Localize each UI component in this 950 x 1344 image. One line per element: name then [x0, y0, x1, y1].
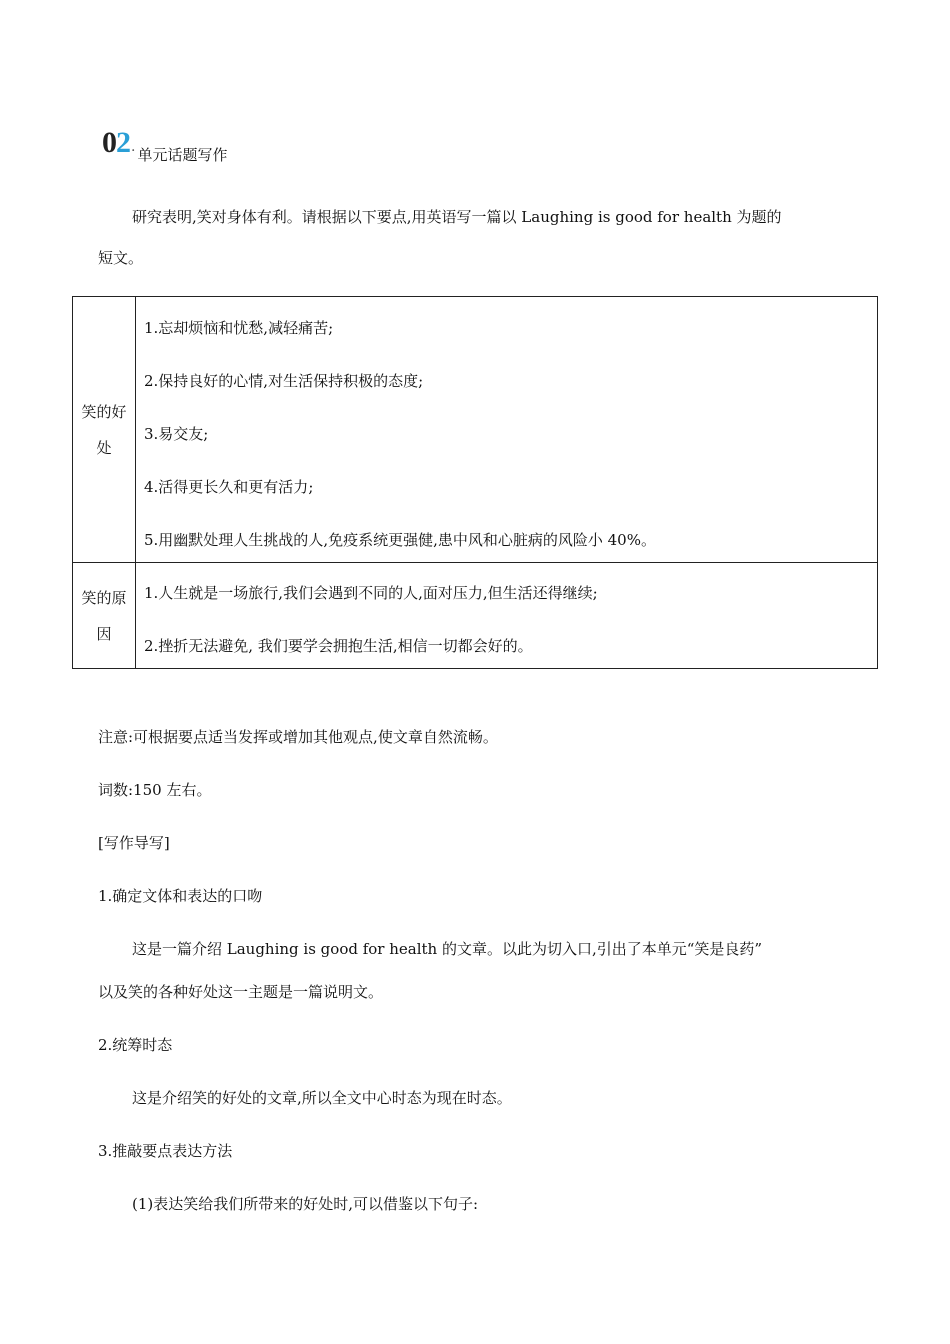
list-item: 3.易交友;	[144, 424, 209, 443]
section-header	[102, 126, 228, 164]
section-number-badge: 02	[102, 126, 130, 159]
intro-line-2: 短文。	[98, 249, 144, 267]
guide-title: [写作导写]	[98, 834, 170, 852]
guide-heading-2: 2.统筹时态	[98, 1036, 173, 1054]
guide-heading-1: 1.确定文体和表达的口吻	[98, 887, 263, 905]
table-row	[73, 563, 878, 669]
guide-sub-item-1: (1)表达笑给我们所带来的好处时,可以借鉴以下句子:	[132, 1195, 479, 1213]
list-item: 5.用幽默处理人生挑战的人,免疫系统更强健,患中风和心脏病的风险小 40%。	[144, 530, 656, 549]
guide-heading-3: 3.推敲要点表达方法	[98, 1142, 233, 1160]
list-item: 4.活得更长久和更有活力;	[144, 477, 314, 496]
badge-dot: ·	[131, 143, 136, 159]
list-item: 2.挫折无法避免, 我们要学会拥抱生活,相信一切都会好的。	[144, 637, 533, 655]
table-row	[73, 297, 878, 563]
word-count-text: 词数:150 左右。	[98, 781, 212, 799]
reasons-cell	[136, 563, 878, 669]
intro-line-1: 研究表明,笑对身体有利。请根据以下要点,用英语写一篇以 Laughing is good for health 为题的	[132, 208, 782, 226]
row-header-benefits: 笑的好 处	[73, 297, 136, 563]
guide-para-1-line-2: 以及笑的各种好处这一主题是一篇说明文。	[98, 983, 384, 1001]
key-points-table	[72, 296, 878, 669]
list-item: 1.忘却烦恼和忧愁,减轻痛苦;	[144, 318, 334, 337]
benefits-cell	[136, 297, 878, 563]
list-item: 2.保持良好的心情,对生活保持积极的态度;	[144, 371, 424, 390]
list-item: 1.人生就是一场旅行,我们会遇到不同的人,面对压力,但生活还得继续;	[144, 584, 598, 602]
section-title: 单元话题写作	[137, 146, 228, 164]
guide-para-2: 这是介绍笑的好处的文章,所以全文中心时态为现在时态。	[132, 1089, 512, 1107]
guide-para-1-line-1: 这是一篇介绍 Laughing is good for health 的文章。以此为切入口,引出了本单元“笑是良药”	[132, 940, 763, 958]
note-text: 注意:可根据要点适当发挥或增加其他观点,使文章自然流畅。	[98, 728, 498, 746]
row-header-reasons: 笑的原 因	[73, 563, 136, 669]
